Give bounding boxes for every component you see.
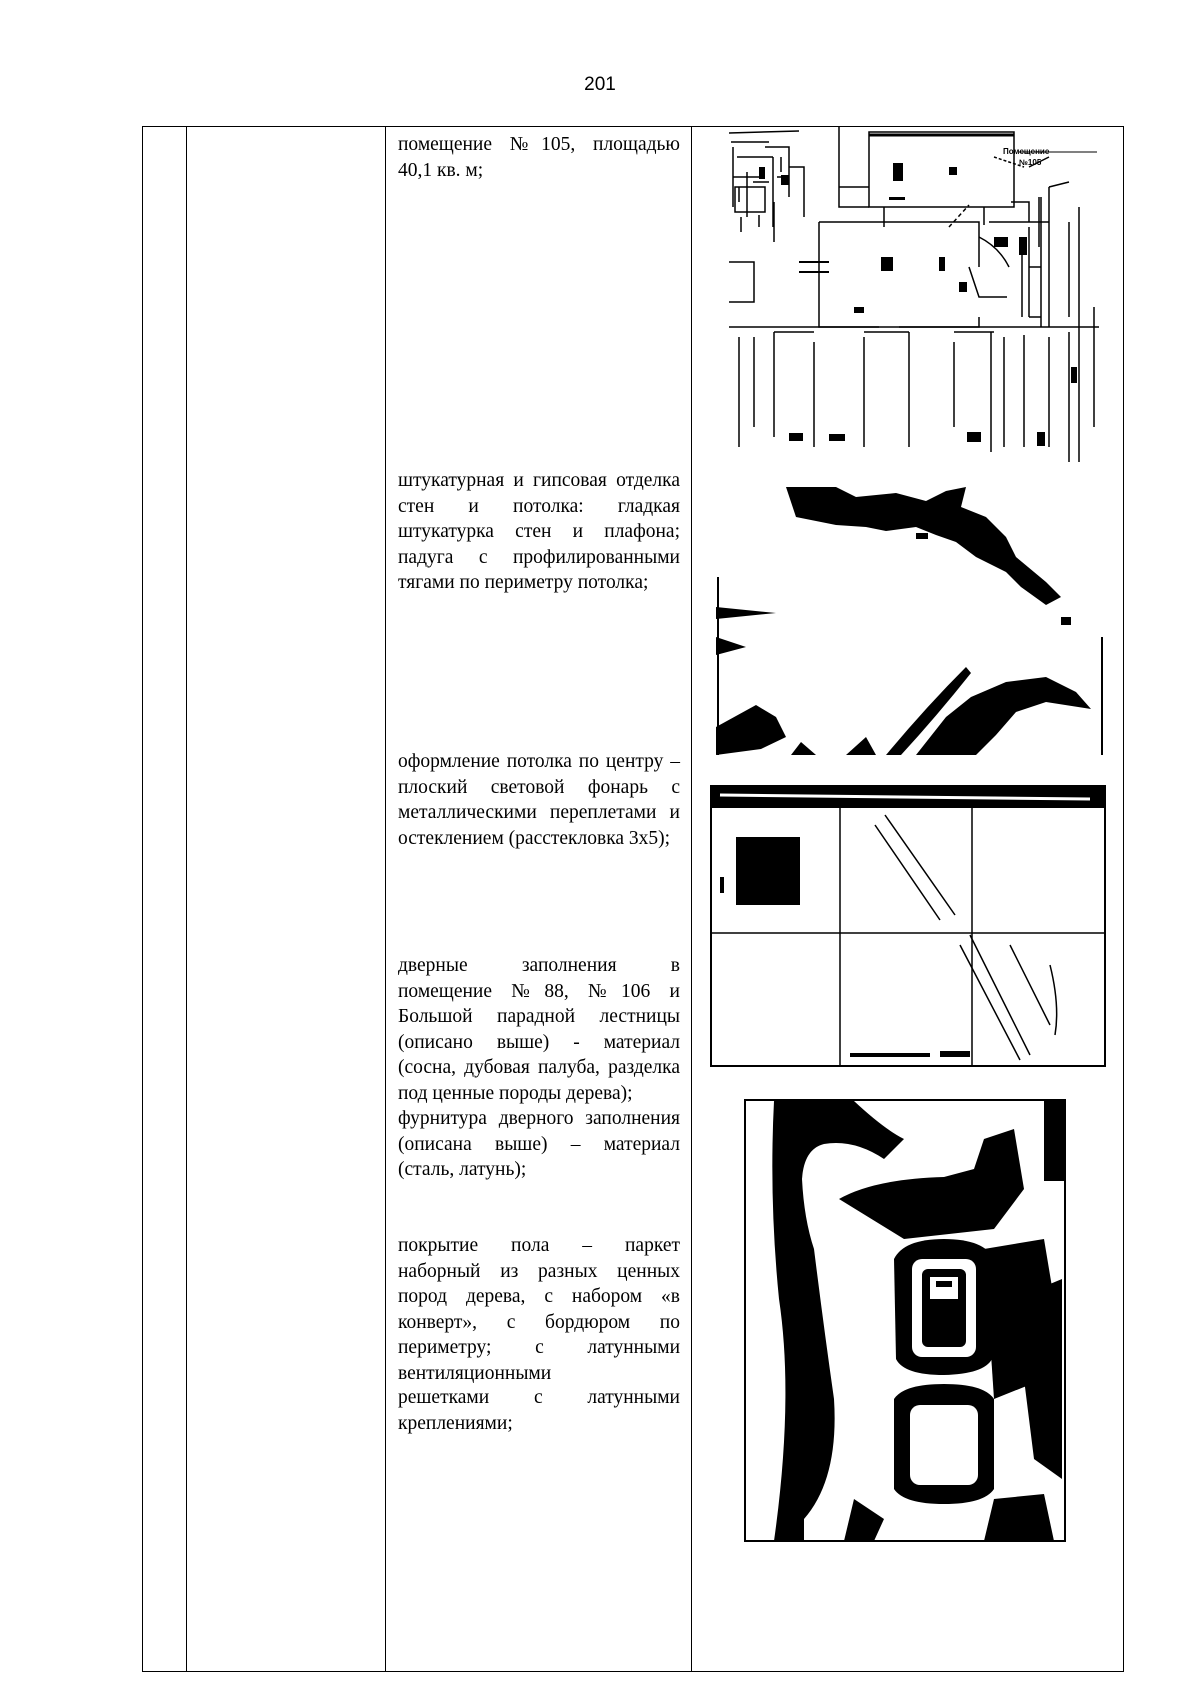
paragraph-doors: дверные заполнения в помещение №88, №106 и Большой парадной лестницы (описано выше) - материал (сосна, дубовая палуба, разделка под ценные породы дерева); xyxy=(398,955,680,1104)
description-cell xyxy=(386,127,692,1672)
table-row xyxy=(143,127,1124,1672)
skylight-photo xyxy=(710,785,1106,1067)
paragraph-plaster: штукатурная и гипсовая отделка стен и потолка: гладкая штукатурка стен и плафона; падуга с профилированными тягами по периметру потолка; xyxy=(398,470,680,593)
floor-plan-room-number: №105 xyxy=(1019,158,1042,167)
index-cell xyxy=(143,127,187,1672)
paragraph-room: помещение №105, площадью 40,1 кв. м; xyxy=(398,134,680,181)
floor-plan-label: Помещение xyxy=(1003,147,1050,156)
ceiling-cornice-photo xyxy=(716,487,1104,755)
description-table xyxy=(142,126,1124,1672)
paragraph-parquet: покрытие пола – паркет наборный из разных ценных пород дерева, с набором «в конверт», с бордюром по периметру; с латунными вентиляционными xyxy=(398,1235,680,1384)
paragraph-hardware: фурнитура дверного заполнения (описана выше) – материал (сталь, латунь); xyxy=(398,1108,680,1180)
image-cell xyxy=(692,127,1124,1672)
floor-plan-image xyxy=(729,127,1099,462)
page-number: 201 xyxy=(584,74,616,95)
door-parquet-photo xyxy=(744,1099,1066,1542)
object-cell xyxy=(187,127,386,1672)
paragraph-skylight: оформление потолка по центру – плоский световой фонарь с металлическими переплетами и остеклением (расстекловка 3х5); xyxy=(398,751,680,849)
paragraph-grilles: решетками с латунными креплениями; xyxy=(398,1387,680,1434)
